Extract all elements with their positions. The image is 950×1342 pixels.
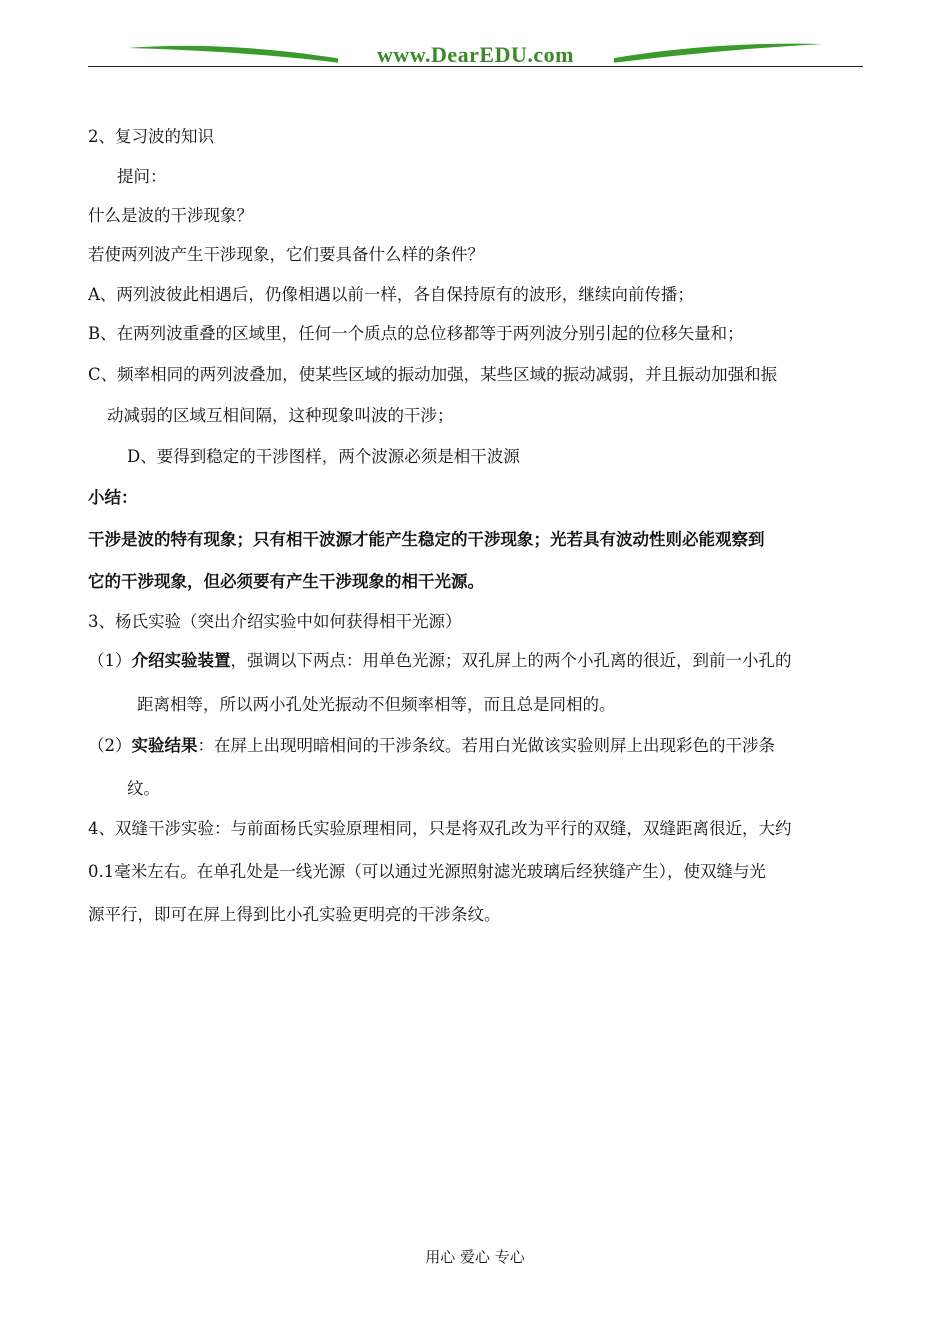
question-label: 提问： <box>117 167 167 186</box>
section-4-text-3: 源平行，即可在屏上得到比小孔实验更明亮的干涉条纹。 <box>88 905 501 924</box>
section-3-heading: 3、杨氏实验（突出介绍实验中如何获得相干光源） <box>88 612 462 631</box>
item-2-text: ：在屏上出现明暗相间的干涉条纹。若用白光做该实验则屏上出现彩色的干涉条 <box>197 736 775 755</box>
item-1-cont: 距离相等，所以两小孔处光振动不但频率相等，而且总是同相的。 <box>137 695 616 714</box>
summary-text: 干涉是波的特有现象；只有相干波源才能产生稳定的干涉现象；光若具有波动性则必能观察到 <box>88 530 765 549</box>
answer-c: C、频率相同的两列波叠加，使某些区域的振动加强，某些区域的振动减弱，并且振动加强和振 <box>88 365 778 384</box>
site-logo-text[interactable]: www.DearEDU.com <box>338 42 614 68</box>
item-2 <box>88 734 775 758</box>
answer-a: A、两列波彼此相遇后，仍像相遇以前一样，各自保持原有的波形，继续向前传播； <box>88 285 694 304</box>
item-2-number: （2） <box>88 736 132 755</box>
section-4-text: 4、双缝干涉实验：与前面杨氏实验原理相同，只是将双孔改为平行的双缝，双缝距离很近，大约 <box>88 819 792 838</box>
page-footer: 用心 爱心 专心 <box>425 1248 525 1266</box>
header-divider <box>88 66 863 67</box>
section-2-heading: 2、复习波的知识 <box>88 127 214 146</box>
item-1-bold: 介绍实验装置 <box>131 651 231 670</box>
answer-c-cont: 动减弱的区域互相间隔，这种现象叫波的干涉； <box>107 406 454 425</box>
item-2-cont: 纹。 <box>127 779 160 798</box>
item-2-bold: 实验结果 <box>131 736 198 755</box>
summary-label: 小结： <box>88 488 138 507</box>
item-1-text: ，强调以下两点：用单色光源；双孔屏上的两个小孔离的很近，到前一小孔的 <box>230 651 792 670</box>
item-1-number: （1） <box>88 651 132 670</box>
summary-text-cont: 它的干涉现象，但必须要有产生干涉现象的相干光源。 <box>88 572 484 591</box>
section-4-text-2: 0.1毫米左右。在单孔处是一线光源（可以通过光源照射滤光玻璃后经狭缝产生），使双缝与光 <box>88 862 766 881</box>
item-1 <box>88 649 792 673</box>
question-1: 什么是波的干涉现象？ <box>88 206 253 225</box>
page-header <box>88 34 863 70</box>
answer-b: B、在两列波重叠的区域里，任何一个质点的总位移都等于两列波分别引起的位移矢量和； <box>88 324 744 343</box>
answer-d: D、要得到稳定的干涉图样，两个波源必须是相干波源 <box>127 447 520 466</box>
question-2: 若使两列波产生干涉现象，它们要具备什么样的条件？ <box>88 245 484 264</box>
